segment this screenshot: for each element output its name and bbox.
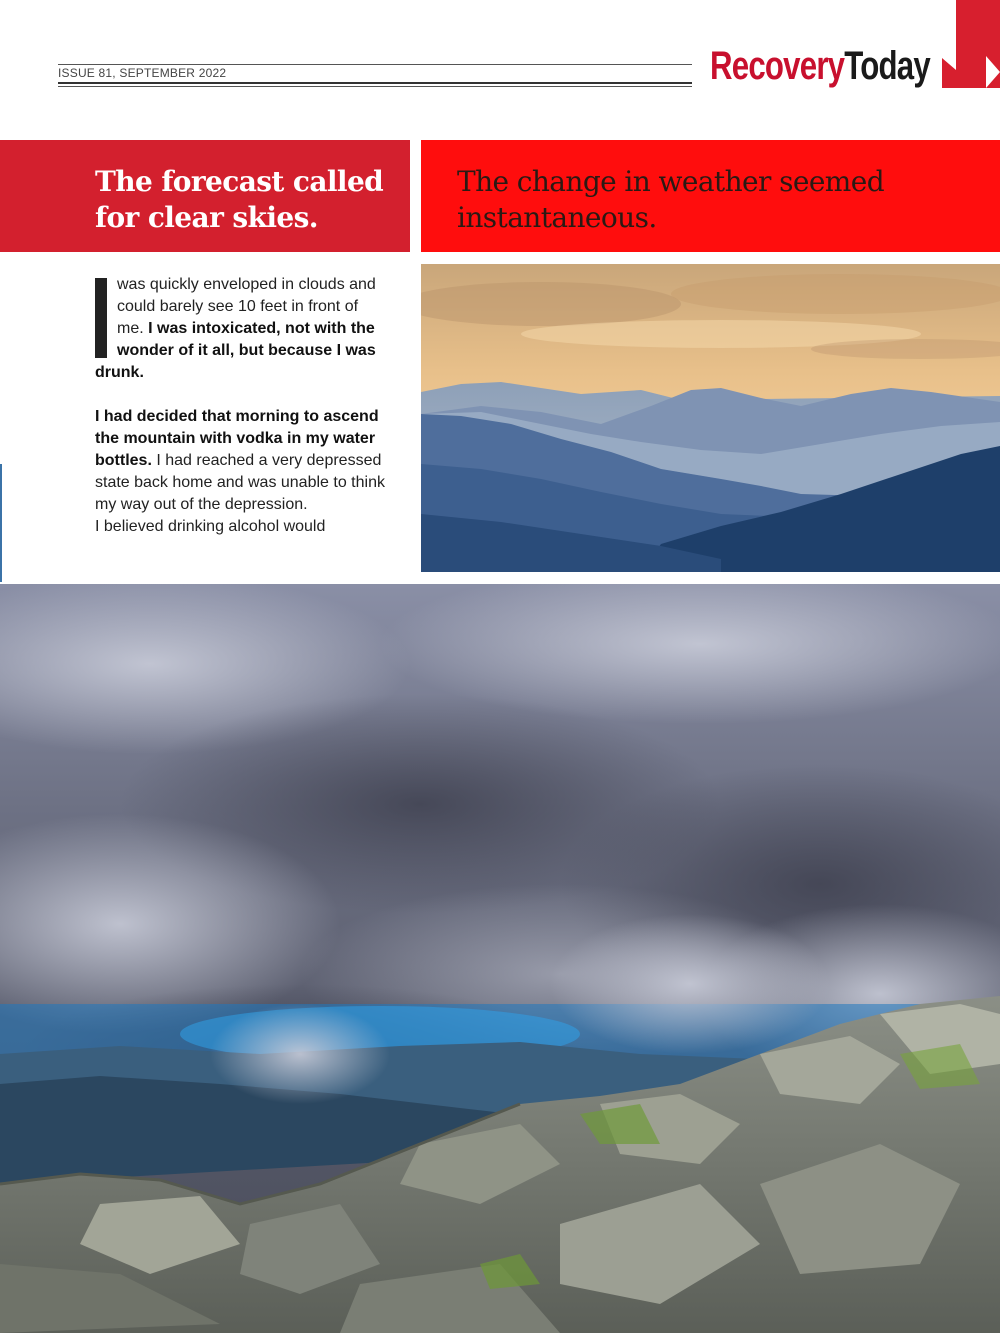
logo-word-recovery: Recovery <box>710 44 845 88</box>
logo-word-today: Today <box>844 44 930 88</box>
drop-cap-i <box>95 278 107 358</box>
headline-left: The forecast called for clear skies. <box>95 165 384 234</box>
article-body <box>95 274 385 538</box>
left-edge-bar <box>0 464 2 582</box>
header-rule-bottom-thin <box>58 86 692 87</box>
p1-bold: I was intoxicated, not with the wonder of it all, but because I was drunk. <box>95 320 376 381</box>
p2-bold: I had decided that morning to ascend the mountain with vodka in my water bottles. <box>95 408 379 469</box>
storm-clouds-summit-photo <box>0 584 1000 1333</box>
header-rule-bottom <box>58 82 692 84</box>
headline-right: The change in weather seemed instantaneous. <box>457 165 885 234</box>
paragraph-1 <box>95 274 385 384</box>
header-rule-top <box>58 64 692 65</box>
p2-text: I had reached a very depressed state back home and was unable to think my way out of the depression. <box>95 452 385 513</box>
p1-text: was quickly enveloped in clouds and could barely see 10 feet in front of me. <box>117 276 376 337</box>
brand-logo[interactable] <box>710 44 930 89</box>
paragraph-3: I believed drinking alcohol would <box>95 518 326 535</box>
mountain-sunset-photo <box>421 264 1000 572</box>
headline-left-band <box>0 140 410 252</box>
tab-arrow-icon <box>942 0 956 88</box>
paragraph-2 <box>95 406 385 516</box>
issue-label: ISSUE 81, SEPTEMBER 2022 <box>58 66 227 80</box>
page-number-mark <box>924 1293 936 1309</box>
headline-right-band <box>421 140 1000 252</box>
tab-notch-icon <box>986 56 1000 88</box>
